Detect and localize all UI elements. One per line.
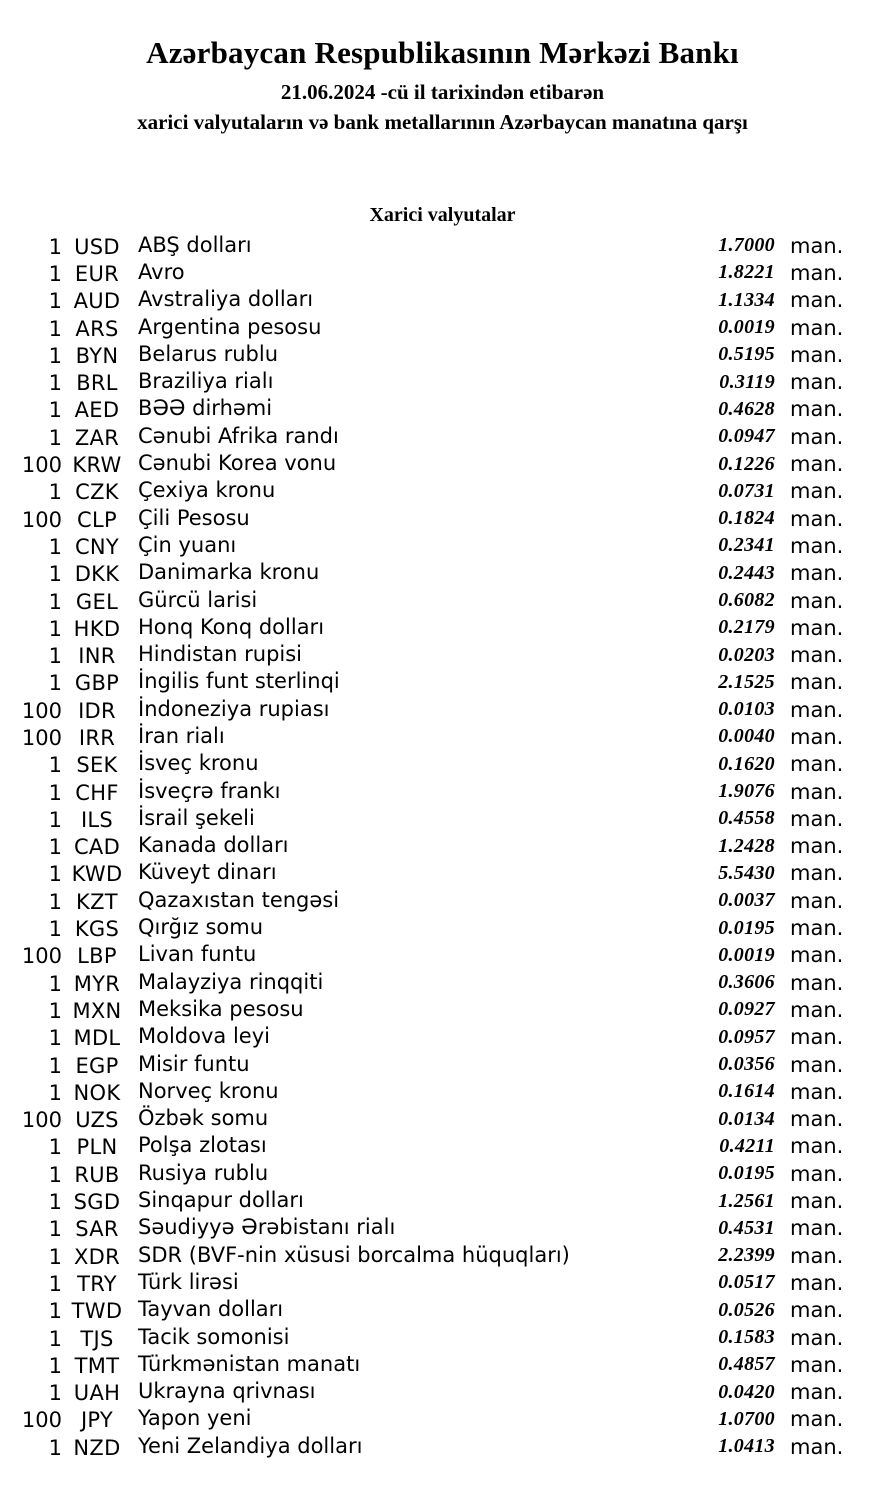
currency-code: CAD [73, 835, 121, 860]
currency-code: GBP [74, 671, 120, 696]
currency-quantity: 100 [21, 725, 62, 750]
currency-name: Misir funtu [138, 1051, 250, 1076]
currency-quantity: 1 [48, 971, 62, 996]
rate-value: 1.0700 [718, 1407, 775, 1430]
rate-row [0, 450, 885, 477]
rate-row [0, 805, 885, 832]
currency-quantity: 100 [21, 1108, 62, 1133]
currency-code: CNY [74, 534, 120, 559]
currency-quantity: 1 [48, 1162, 62, 1187]
currency-name: Norveç kronu [138, 1078, 279, 1103]
currency-code: RUB [74, 1162, 120, 1187]
rate-row [0, 778, 885, 805]
rate-value: 0.0134 [718, 1107, 775, 1130]
currency-name: Rusiya rublu [138, 1160, 269, 1185]
unit-label: man. [790, 533, 844, 558]
currency-name: Çin yuanı [138, 532, 237, 557]
currency-quantity: 100 [21, 944, 62, 969]
currency-quantity: 1 [48, 1271, 62, 1296]
currency-quantity: 1 [48, 1053, 62, 1078]
unit-label: man. [790, 1298, 844, 1323]
rate-row [0, 669, 885, 696]
rate-value: 0.4531 [718, 1216, 775, 1239]
rate-value: 0.1583 [718, 1326, 775, 1349]
rate-value: 0.0420 [718, 1380, 775, 1403]
rate-value: 0.2179 [718, 616, 775, 639]
unit-label: man. [790, 315, 844, 340]
currency-name: Çexiya kronu [138, 478, 276, 503]
rate-row [0, 1106, 885, 1133]
currency-quantity: 1 [48, 343, 62, 368]
rate-value: 0.2341 [718, 534, 775, 557]
currency-code: CLP [77, 507, 117, 532]
rate-row [0, 259, 885, 286]
currency-quantity: 1 [48, 261, 62, 286]
unit-label: man. [790, 452, 844, 477]
currency-name: Türkmənistan manatı [138, 1351, 361, 1376]
currency-code: KGS [74, 917, 120, 942]
currency-quantity: 1 [48, 862, 62, 887]
rate-value: 0.0957 [718, 1025, 775, 1048]
unit-label: man. [790, 233, 844, 258]
unit-label: man. [790, 615, 844, 640]
rate-value: 0.4211 [719, 1134, 775, 1157]
rate-row [0, 1351, 885, 1378]
page-subtitle: xarici valyutaların və bank metallarının Azərbaycan manatına qarşı [137, 110, 748, 134]
currency-code: BRL [76, 371, 118, 396]
rate-value: 0.0195 [718, 916, 775, 939]
currency-name: Cənubi Afrika randı [138, 423, 339, 448]
rate-value: 0.3119 [719, 370, 775, 393]
currency-code: PLN [76, 1135, 118, 1160]
unit-label: man. [790, 370, 844, 395]
rate-value: 0.2443 [718, 561, 775, 584]
currency-name: Yapon yeni [138, 1406, 252, 1431]
currency-code: TWD [71, 1299, 123, 1324]
currency-code: EUR [74, 261, 120, 286]
page-header [0, 34, 885, 134]
currency-code: HKD [73, 616, 121, 641]
rate-value: 0.0947 [718, 425, 775, 448]
rate-row [0, 860, 885, 887]
rate-value: 0.3606 [718, 971, 775, 994]
unit-label: man. [790, 752, 844, 777]
rate-value: 0.0019 [718, 943, 775, 966]
currency-quantity: 1 [48, 780, 62, 805]
unit-label: man. [790, 861, 844, 886]
rate-row [0, 532, 885, 559]
currency-code: ILS [80, 807, 114, 832]
unit-label: man. [790, 1325, 844, 1350]
unit-label: man. [790, 506, 844, 531]
currency-quantity: 1 [48, 534, 62, 559]
currency-name: Türk lirəsi [138, 1269, 239, 1294]
rate-value: 5.5430 [718, 861, 775, 884]
rate-row [0, 423, 885, 450]
rate-value: 1.0413 [718, 1435, 775, 1458]
rate-value: 0.0731 [718, 479, 775, 502]
rate-row [0, 969, 885, 996]
rate-row [0, 1160, 885, 1187]
rate-row [0, 887, 885, 914]
currency-code: XDR [73, 1244, 121, 1269]
unit-label: man. [790, 342, 844, 367]
currency-name: İsveç kronu [138, 751, 259, 776]
unit-label: man. [790, 643, 844, 668]
unit-label: man. [790, 970, 844, 995]
bank-title: Azərbaycan Respublikasının Mərkəzi Bankı [146, 35, 739, 70]
rate-value: 2.2399 [718, 1244, 775, 1267]
currency-code: UZS [75, 1108, 119, 1133]
currency-name: İngilis funt sterlinqi [138, 669, 340, 694]
unit-label: man. [790, 697, 844, 722]
rate-value: 0.4628 [718, 397, 775, 420]
rate-row [0, 287, 885, 314]
currency-name: BƏƏ dirhəmi [138, 396, 273, 421]
currency-quantity: 1 [48, 1353, 62, 1378]
currency-name: Qazaxıstan tengəsi [138, 887, 340, 912]
section-title-foreign-currencies: Xarici valyutalar [369, 204, 516, 226]
rate-value: 0.0195 [718, 1162, 775, 1185]
currency-quantity: 1 [48, 425, 62, 450]
currency-code: NOK [73, 1080, 121, 1105]
rates-table [0, 232, 885, 1460]
rate-row [0, 505, 885, 532]
unit-label: man. [790, 888, 844, 913]
rate-value: 0.0040 [718, 725, 775, 748]
rate-row [0, 232, 885, 259]
currency-quantity: 100 [21, 453, 62, 478]
currency-code: KZT [76, 889, 118, 914]
currency-name: Honq Konq dolları [138, 614, 325, 639]
currency-quantity: 1 [48, 835, 62, 860]
rate-row [0, 1406, 885, 1433]
currency-code: NZD [73, 1435, 121, 1460]
currency-code: MYR [73, 971, 121, 996]
currency-name: ABŞ dolları [138, 232, 252, 257]
rate-row [0, 942, 885, 969]
currency-name: Argentina pesosu [138, 314, 322, 339]
currency-code: GEL [75, 589, 119, 614]
currency-name: Tayvan dolları [138, 1297, 284, 1322]
rate-row [0, 996, 885, 1023]
currency-name: Avstraliya dolları [138, 287, 314, 312]
unit-label: man. [790, 1134, 844, 1159]
rate-value: 0.1614 [718, 1080, 775, 1103]
rate-value: 0.0037 [718, 889, 775, 912]
rate-row [0, 368, 885, 395]
unit-label: man. [790, 1216, 844, 1241]
currency-code: UAH [73, 1381, 121, 1406]
rate-value: 0.1226 [718, 452, 775, 475]
currency-code: TJS [80, 1326, 114, 1351]
currency-code: ARS [75, 316, 119, 341]
currency-code: KRW [72, 453, 122, 478]
currency-quantity: 1 [48, 1135, 62, 1160]
currency-quantity: 1 [48, 889, 62, 914]
rate-value: 0.0517 [718, 1271, 775, 1294]
rate-row [0, 1133, 885, 1160]
rate-value: 0.1620 [718, 752, 775, 775]
rate-row [0, 1378, 885, 1405]
currency-name: Gürcü larisi [138, 587, 258, 612]
rate-row [0, 1051, 885, 1078]
unit-label: man. [790, 1270, 844, 1295]
rate-row [0, 1024, 885, 1051]
currency-quantity: 1 [48, 562, 62, 587]
currency-code: MXN [72, 998, 122, 1023]
rate-row [0, 1187, 885, 1214]
rate-value: 0.0103 [718, 698, 775, 721]
currency-code: LBP [77, 944, 117, 969]
unit-label: man. [790, 779, 844, 804]
currency-name: Avro [138, 259, 185, 284]
unit-label: man. [790, 1025, 844, 1050]
rate-value: 0.4558 [718, 807, 775, 830]
currency-quantity: 1 [48, 1217, 62, 1242]
currency-quantity: 1 [48, 998, 62, 1023]
rate-row [0, 833, 885, 860]
unit-label: man. [790, 1079, 844, 1104]
rate-row [0, 1324, 885, 1351]
rate-value: 0.0526 [718, 1298, 775, 1321]
currency-quantity: 100 [21, 698, 62, 723]
unit-label: man. [790, 1107, 844, 1132]
currency-quantity: 1 [48, 234, 62, 259]
currency-quantity: 1 [48, 480, 62, 505]
unit-label: man. [790, 288, 844, 313]
rate-row [0, 696, 885, 723]
currency-name: Yeni Zelandiya dolları [138, 1433, 363, 1458]
rate-value: 1.9076 [718, 780, 775, 803]
currency-code: EGP [75, 1053, 119, 1078]
rate-value: 2.1525 [718, 670, 775, 693]
currency-code: DKK [74, 562, 120, 587]
rate-row [0, 587, 885, 614]
currency-quantity: 1 [48, 1190, 62, 1215]
unit-label: man. [790, 916, 844, 941]
currency-name: İsveçrə frankı [138, 778, 281, 803]
currency-name: Polşa zlotası [138, 1133, 267, 1158]
currency-name: Səudiyyə Ərəbistanı rialı [138, 1215, 396, 1240]
currency-quantity: 1 [48, 616, 62, 641]
unit-label: man. [790, 1189, 844, 1214]
currency-quantity: 1 [48, 1299, 62, 1324]
unit-label: man. [790, 260, 844, 285]
rate-row [0, 723, 885, 750]
unit-label: man. [790, 1352, 844, 1377]
currency-quantity: 100 [21, 507, 62, 532]
rate-row [0, 1433, 885, 1460]
currency-name: Danimarka kronu [138, 560, 320, 585]
currency-quantity: 1 [48, 1080, 62, 1105]
currency-quantity: 1 [48, 289, 62, 314]
currency-quantity: 1 [48, 1244, 62, 1269]
currency-code: IRR [78, 725, 116, 750]
unit-label: man. [790, 479, 844, 504]
unit-label: man. [790, 424, 844, 449]
currency-quantity: 1 [48, 807, 62, 832]
rate-value: 0.0927 [718, 998, 775, 1021]
currency-name: SDR (BVF-nin xüsusi borcalma hüquqları) [138, 1242, 570, 1267]
currency-quantity: 1 [48, 644, 62, 669]
currency-code: KWD [71, 862, 123, 887]
currency-name: Braziliya rialı [138, 369, 274, 394]
currency-quantity: 1 [48, 1381, 62, 1406]
currency-code: JPY [80, 1408, 114, 1433]
currency-name: İsrail şekeli [138, 805, 255, 830]
rate-row [0, 1269, 885, 1296]
rate-value: 1.2561 [718, 1189, 775, 1212]
rate-value: 0.1824 [718, 507, 775, 530]
rate-value: 0.0019 [718, 316, 775, 339]
unit-label: man. [790, 561, 844, 586]
rate-row [0, 751, 885, 778]
currency-quantity: 1 [48, 398, 62, 423]
unit-label: man. [790, 806, 844, 831]
currency-code: BYN [75, 343, 119, 368]
currency-name: Cənubi Korea vonu [138, 451, 337, 476]
unit-label: man. [790, 1434, 844, 1459]
rate-row [0, 1215, 885, 1242]
rate-row [0, 1242, 885, 1269]
unit-label: man. [790, 1052, 844, 1077]
unit-label: man. [790, 397, 844, 422]
currency-code: AED [74, 398, 120, 423]
rate-value: 0.6082 [718, 589, 775, 611]
currency-code: SAR [75, 1217, 119, 1242]
currency-code: TRY [77, 1271, 117, 1296]
currency-name: Çili Pesosu [138, 505, 250, 530]
currency-quantity: 1 [48, 1326, 62, 1351]
currency-code: ZAR [74, 425, 120, 450]
rate-row [0, 396, 885, 423]
currency-code: CZK [75, 480, 119, 505]
currency-name: Tacik somonisi [138, 1324, 290, 1349]
unit-label: man. [790, 588, 844, 613]
effective-date-line: 21.06.2024 -cü il tarixindən etibarən [280, 80, 605, 104]
unit-label: man. [790, 834, 844, 859]
currency-name: Livan funtu [138, 942, 257, 967]
currency-code: CHF [75, 780, 119, 805]
currency-code: INR [78, 644, 116, 669]
currency-quantity: 1 [48, 316, 62, 341]
currency-quantity: 100 [21, 1408, 62, 1433]
currency-quantity: 1 [48, 1435, 62, 1460]
unit-label: man. [790, 1407, 844, 1432]
currency-name: Özbək somu [138, 1106, 269, 1131]
currency-name: Malayziya rinqqiti [138, 969, 324, 994]
currency-name: Moldova leyi [138, 1024, 270, 1049]
rate-row [0, 314, 885, 341]
rate-value: 0.0203 [718, 643, 775, 666]
rate-row [0, 641, 885, 668]
unit-label: man. [790, 997, 844, 1022]
currency-quantity: 1 [48, 1026, 62, 1051]
rate-row [0, 1078, 885, 1105]
currency-name: İran rialı [138, 723, 225, 748]
currency-quantity: 1 [48, 589, 62, 614]
rate-row [0, 560, 885, 587]
rate-value: 1.7000 [718, 234, 775, 257]
currency-name: Hindistan rupisi [138, 642, 303, 667]
rate-row [0, 341, 885, 368]
currency-quantity: 1 [48, 671, 62, 696]
rate-value: 0.4857 [718, 1353, 775, 1376]
currency-code: TMT [74, 1353, 120, 1378]
rate-value: 1.2428 [718, 834, 775, 857]
currency-name: Kanada dolları [138, 833, 289, 858]
currency-code: SGD [73, 1190, 121, 1215]
currency-name: İndoneziya rupiası [138, 696, 330, 721]
rate-row [0, 914, 885, 941]
rate-row [0, 614, 885, 641]
currency-code: SEK [76, 753, 118, 778]
rate-value: 0.0356 [718, 1053, 775, 1076]
rate-row [0, 478, 885, 505]
unit-label: man. [790, 1380, 844, 1405]
unit-label: man. [790, 1243, 844, 1268]
currency-code: MDL [73, 1026, 121, 1051]
currency-name: Ukrayna qrivnası [138, 1379, 316, 1404]
currency-name: Qırğız somu [138, 915, 264, 940]
unit-label: man. [790, 943, 844, 968]
rate-row [0, 1297, 885, 1324]
currency-name: Meksika pesosu [138, 996, 304, 1021]
unit-label: man. [790, 724, 844, 749]
currency-name: Sinqapur dolları [138, 1188, 304, 1213]
rate-value: 1.1334 [718, 288, 775, 311]
rate-value: 1.8221 [718, 261, 775, 284]
currency-name: Küveyt dinarı [138, 860, 277, 885]
unit-label: man. [790, 670, 844, 695]
currency-quantity: 1 [48, 371, 62, 396]
unit-label: man. [790, 1161, 844, 1186]
currency-code: USD [74, 234, 120, 259]
currency-code: IDR [78, 698, 116, 723]
currency-name: Belarus rublu [138, 341, 279, 366]
currency-code: AUD [73, 289, 121, 314]
currency-quantity: 1 [48, 917, 62, 942]
currency-quantity: 1 [48, 753, 62, 778]
rate-value: 0.5195 [718, 343, 775, 366]
